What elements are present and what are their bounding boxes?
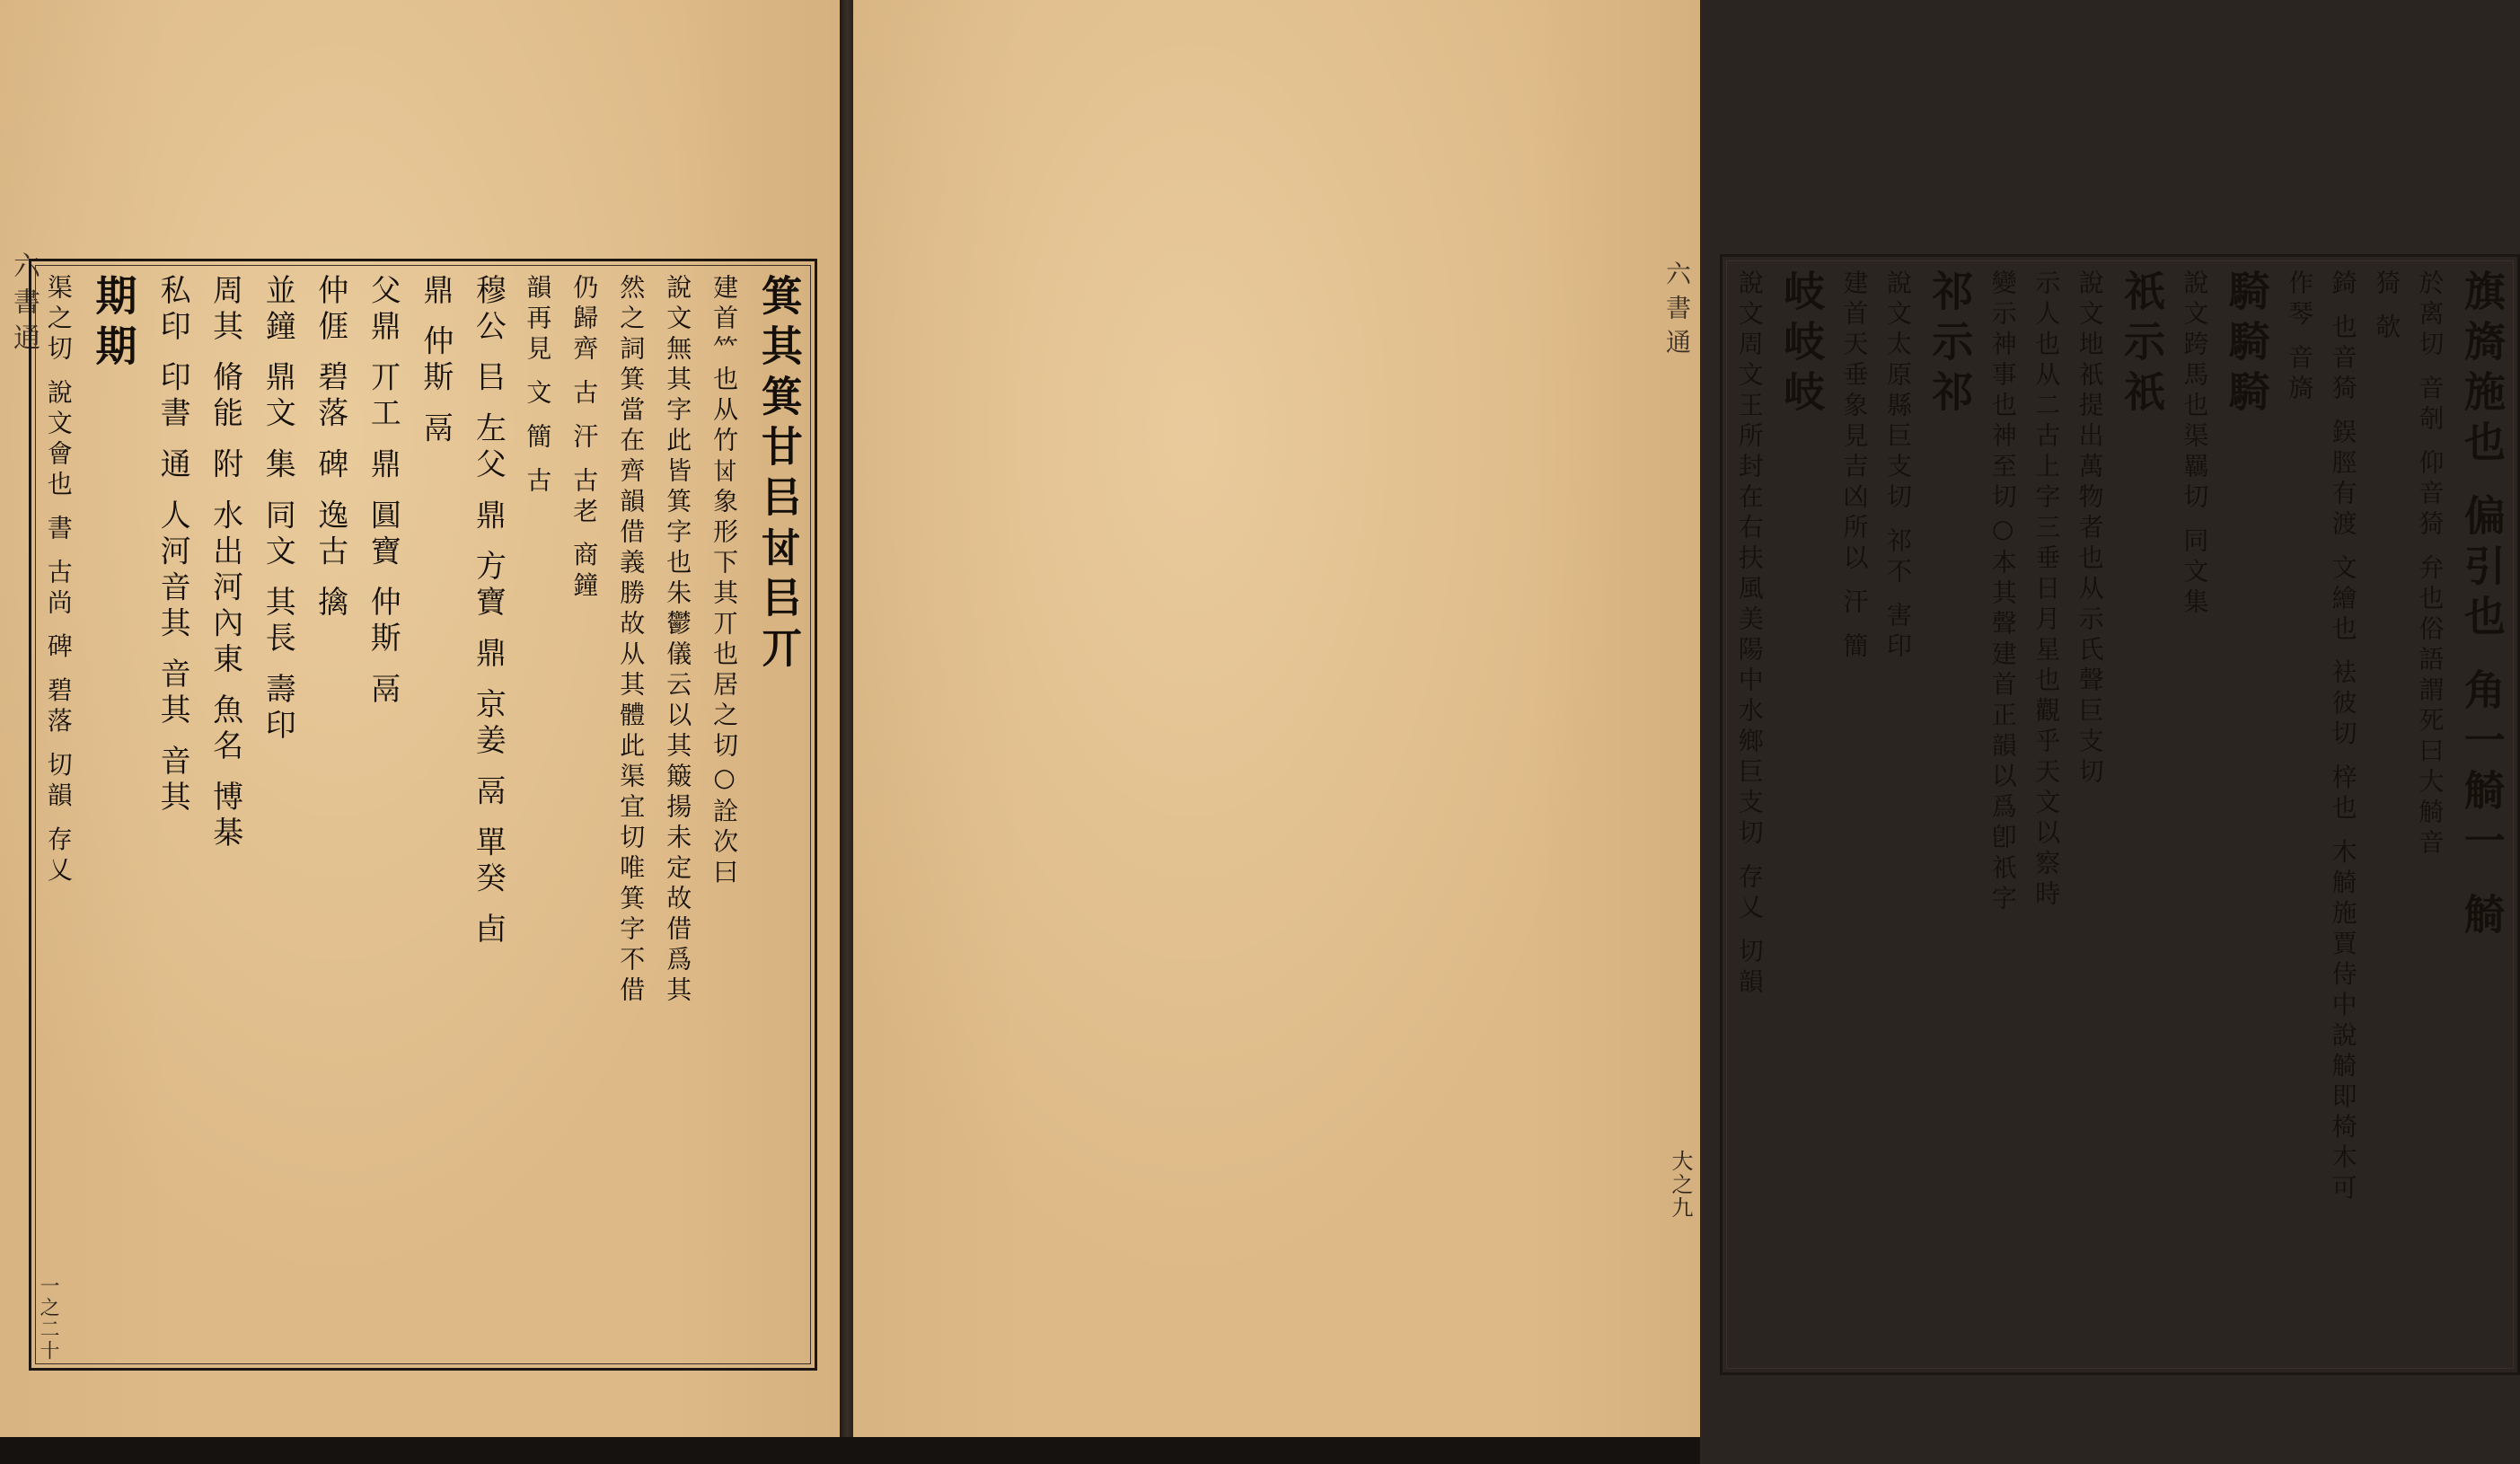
text-column: 鼎 仲斯 鬲: [417, 274, 454, 448]
left-folio: 一之二十: [37, 1275, 59, 1362]
text-column: 建首𥫗也从竹𠀠象形下其丌也居之切○詮次曰: [709, 274, 740, 889]
text-column: 建首天垂象見吉凶所以 汗 簡: [1839, 269, 1870, 663]
left-margin-title: 六書通: [8, 251, 40, 359]
text-column: 韻再見 文 簡 古: [523, 274, 553, 498]
text-column: 然之詞箕當在齊韻借義勝故从其體此渠宜切唯箕字不借: [616, 274, 647, 1007]
text-column: 說文周文王所封在右扶風美陽中水鄉巨支切 存乂 切韻: [1734, 269, 1765, 999]
text-column: 私印 印書 通 人河音其 音其 音其: [154, 274, 191, 817]
right-folio: 大之九: [1668, 1150, 1693, 1220]
text-column: 祇示祇: [2117, 269, 2166, 420]
right-text-frame: [1720, 254, 2520, 1375]
text-column: 仲𠊎 碧落 碑 逸古 擒: [312, 274, 348, 622]
left-page: [0, 0, 842, 1437]
text-column: 並鐘 鼎文 集 同文 其長 壽印: [260, 274, 296, 745]
text-column: 渠之切 說文會也 書 古尚 碑 碧落 切韻 存乂: [43, 274, 74, 887]
text-column: 猗 欹: [2372, 269, 2402, 344]
text-column: 期期: [89, 274, 138, 375]
text-column: 於离切 音剞 仰音猗 弁也俗語謂死曰大觭音: [2415, 269, 2445, 860]
text-column: 箕其箕甘㠯𠀠㠯丌: [754, 274, 804, 676]
text-column: 示人也从二古上字三垂日月星也觀乎天文以察時: [2031, 269, 2062, 911]
text-column: 作琴 音旖: [2285, 269, 2315, 405]
text-column: 說文太原縣巨支切 祁不 害印: [1883, 269, 1913, 663]
text-column: 仍歸齊 古 汗 古老 商鐘: [569, 274, 600, 603]
scan-bottom-edge: [0, 1437, 1700, 1464]
text-column: 祁示祁: [1925, 269, 1975, 420]
text-column: 騎騎騎: [2222, 269, 2271, 420]
text-column: 岐岐岐: [1777, 269, 1827, 420]
right-columns: [1735, 269, 2505, 1360]
text-column: 父鼎 丌工 鼎 圓寶 仲斯 鬲: [365, 274, 401, 710]
text-column: 錡 也音猗 鋘脛有渡 文繪也 袪彼切 梓也 木觭施賈侍中說觭即椅木可: [2328, 269, 2358, 1205]
left-columns: [44, 274, 802, 1355]
text-column: 說文地祇提出萬物者也从示氏聲巨支切: [2075, 269, 2105, 789]
text-column: 旗旖施也 偏引也 角一觭一 觭: [2457, 269, 2507, 944]
right-page: [853, 0, 2507, 1437]
text-column: 周其 脩能 附 水出河內東 魚名 博棊: [207, 274, 243, 853]
text-column: 穆公 㠯 左父 鼎 方寶 鼎 京姜 鬲 單癸 卣: [470, 274, 507, 949]
text-column: 說文跨馬也渠羈切 同文集: [2180, 269, 2210, 619]
left-text-frame: [29, 259, 817, 1371]
text-column: 說文無其字此皆箕字也朱鬱儀云以其簸揚未定故借爲其: [663, 274, 693, 1007]
text-column: 變示神事也神至切○本其聲建首正韻以爲卽祇字: [1987, 269, 2018, 915]
right-margin-title: 六書通: [1662, 260, 1692, 363]
